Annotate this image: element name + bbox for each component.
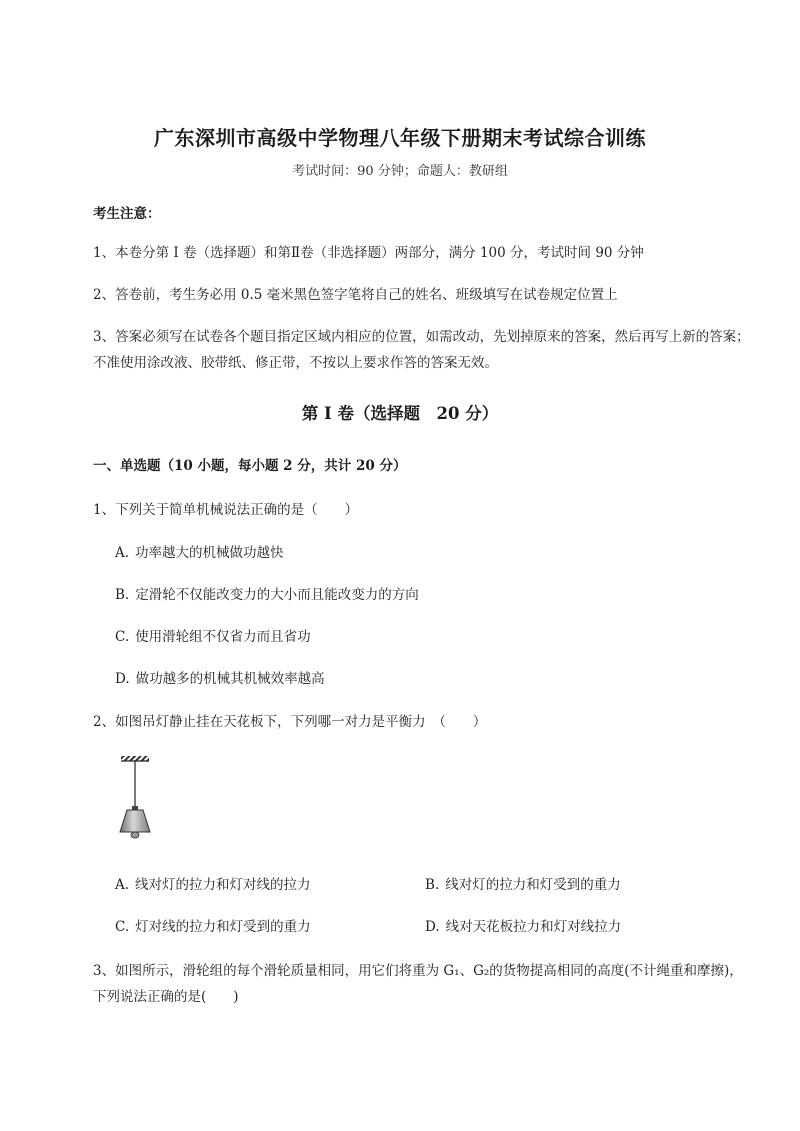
option-text: 线对灯的拉力和灯受到的重力 bbox=[445, 877, 621, 893]
option-letter: A. bbox=[115, 545, 130, 561]
question-2-option-a bbox=[115, 873, 311, 893]
question-2-stem: 2、如图吊灯静止挂在天花板下，下列哪一对力是平衡力 （ ） bbox=[93, 714, 487, 730]
ceiling-hatch bbox=[121, 756, 149, 761]
option-letter: D. bbox=[425, 919, 440, 935]
notice-item-2: 2、答卷前，考生务必用 0.5 毫米黑色签字笔将自己的姓名、班级填写在试卷规定位置上 bbox=[93, 287, 618, 303]
question-1-stem: 1、下列关于简单机械说法正确的是（ ） bbox=[93, 502, 359, 518]
option-text: 定滑轮不仅能改变力的大小而且能改变力的方向 bbox=[135, 587, 419, 603]
section-title: 第 I 卷（选择题 20 分） bbox=[301, 404, 499, 423]
page-title: 广东深圳市高级中学物理八年级下册期末考试综合训练 bbox=[154, 126, 646, 150]
option-text: 线对灯的拉力和灯对线的拉力 bbox=[135, 877, 311, 893]
option-letter: D. bbox=[115, 671, 130, 687]
subsection-heading: 一、单选题（10 小题，每小题 2 分，共计 20 分） bbox=[93, 458, 407, 474]
question-2-option-b bbox=[425, 873, 621, 893]
notice-item-1: 1、本卷分第 I 卷（选择题）和第Ⅱ卷（非选择题）两部分，满分 100 分，考试时间 90 分钟 bbox=[93, 245, 644, 261]
exam-info: 考试时间：90 分钟；命题人：教研组 bbox=[292, 164, 508, 179]
option-text: 线对天花板拉力和灯对线拉力 bbox=[445, 919, 622, 935]
option-text: 功率越大的机械做功越快 bbox=[135, 545, 284, 561]
option-letter: B. bbox=[425, 877, 440, 893]
option-text: 使用滑轮组不仅省力而且省功 bbox=[135, 629, 311, 645]
question-1-option-b bbox=[115, 583, 419, 603]
question-2-option-d bbox=[425, 915, 621, 935]
option-text: 做功越多的机械其机械效率越高 bbox=[135, 671, 325, 687]
lamp-socket bbox=[132, 806, 138, 810]
question-1-option-c bbox=[115, 625, 311, 645]
notice-heading: 考生注意： bbox=[93, 206, 161, 222]
option-letter: A. bbox=[115, 877, 130, 893]
option-letter: B. bbox=[115, 587, 130, 603]
hanging-lamp-icon bbox=[113, 754, 163, 846]
question-3-stem: 3、如图所示，滑轮组的每个滑轮质量相同，用它们将重为 G₁、G₂的货物提高相同的高度(不计绳重和摩擦)，下列说法正确的是( ) bbox=[93, 963, 743, 1005]
lamp-shade bbox=[120, 810, 150, 832]
hanging-lamp-figure bbox=[113, 754, 163, 850]
option-letter: C. bbox=[115, 629, 130, 645]
question-2-option-c bbox=[115, 915, 311, 935]
option-letter: C. bbox=[115, 919, 130, 935]
notice-item-3: 3、答案必须写在试卷各个题目指定区域内相应的位置，如需改动，先划掉原来的答案，然后再写上新的答案；不准使用涂改液、胶带纸、修正带，不按以上要求作答的答案无效。 bbox=[93, 329, 750, 371]
question-1-option-d bbox=[115, 667, 325, 687]
option-text: 灯对线的拉力和灯受到的重力 bbox=[135, 919, 311, 935]
question-1-option-a bbox=[115, 541, 284, 561]
lamp-bulb bbox=[131, 832, 139, 838]
